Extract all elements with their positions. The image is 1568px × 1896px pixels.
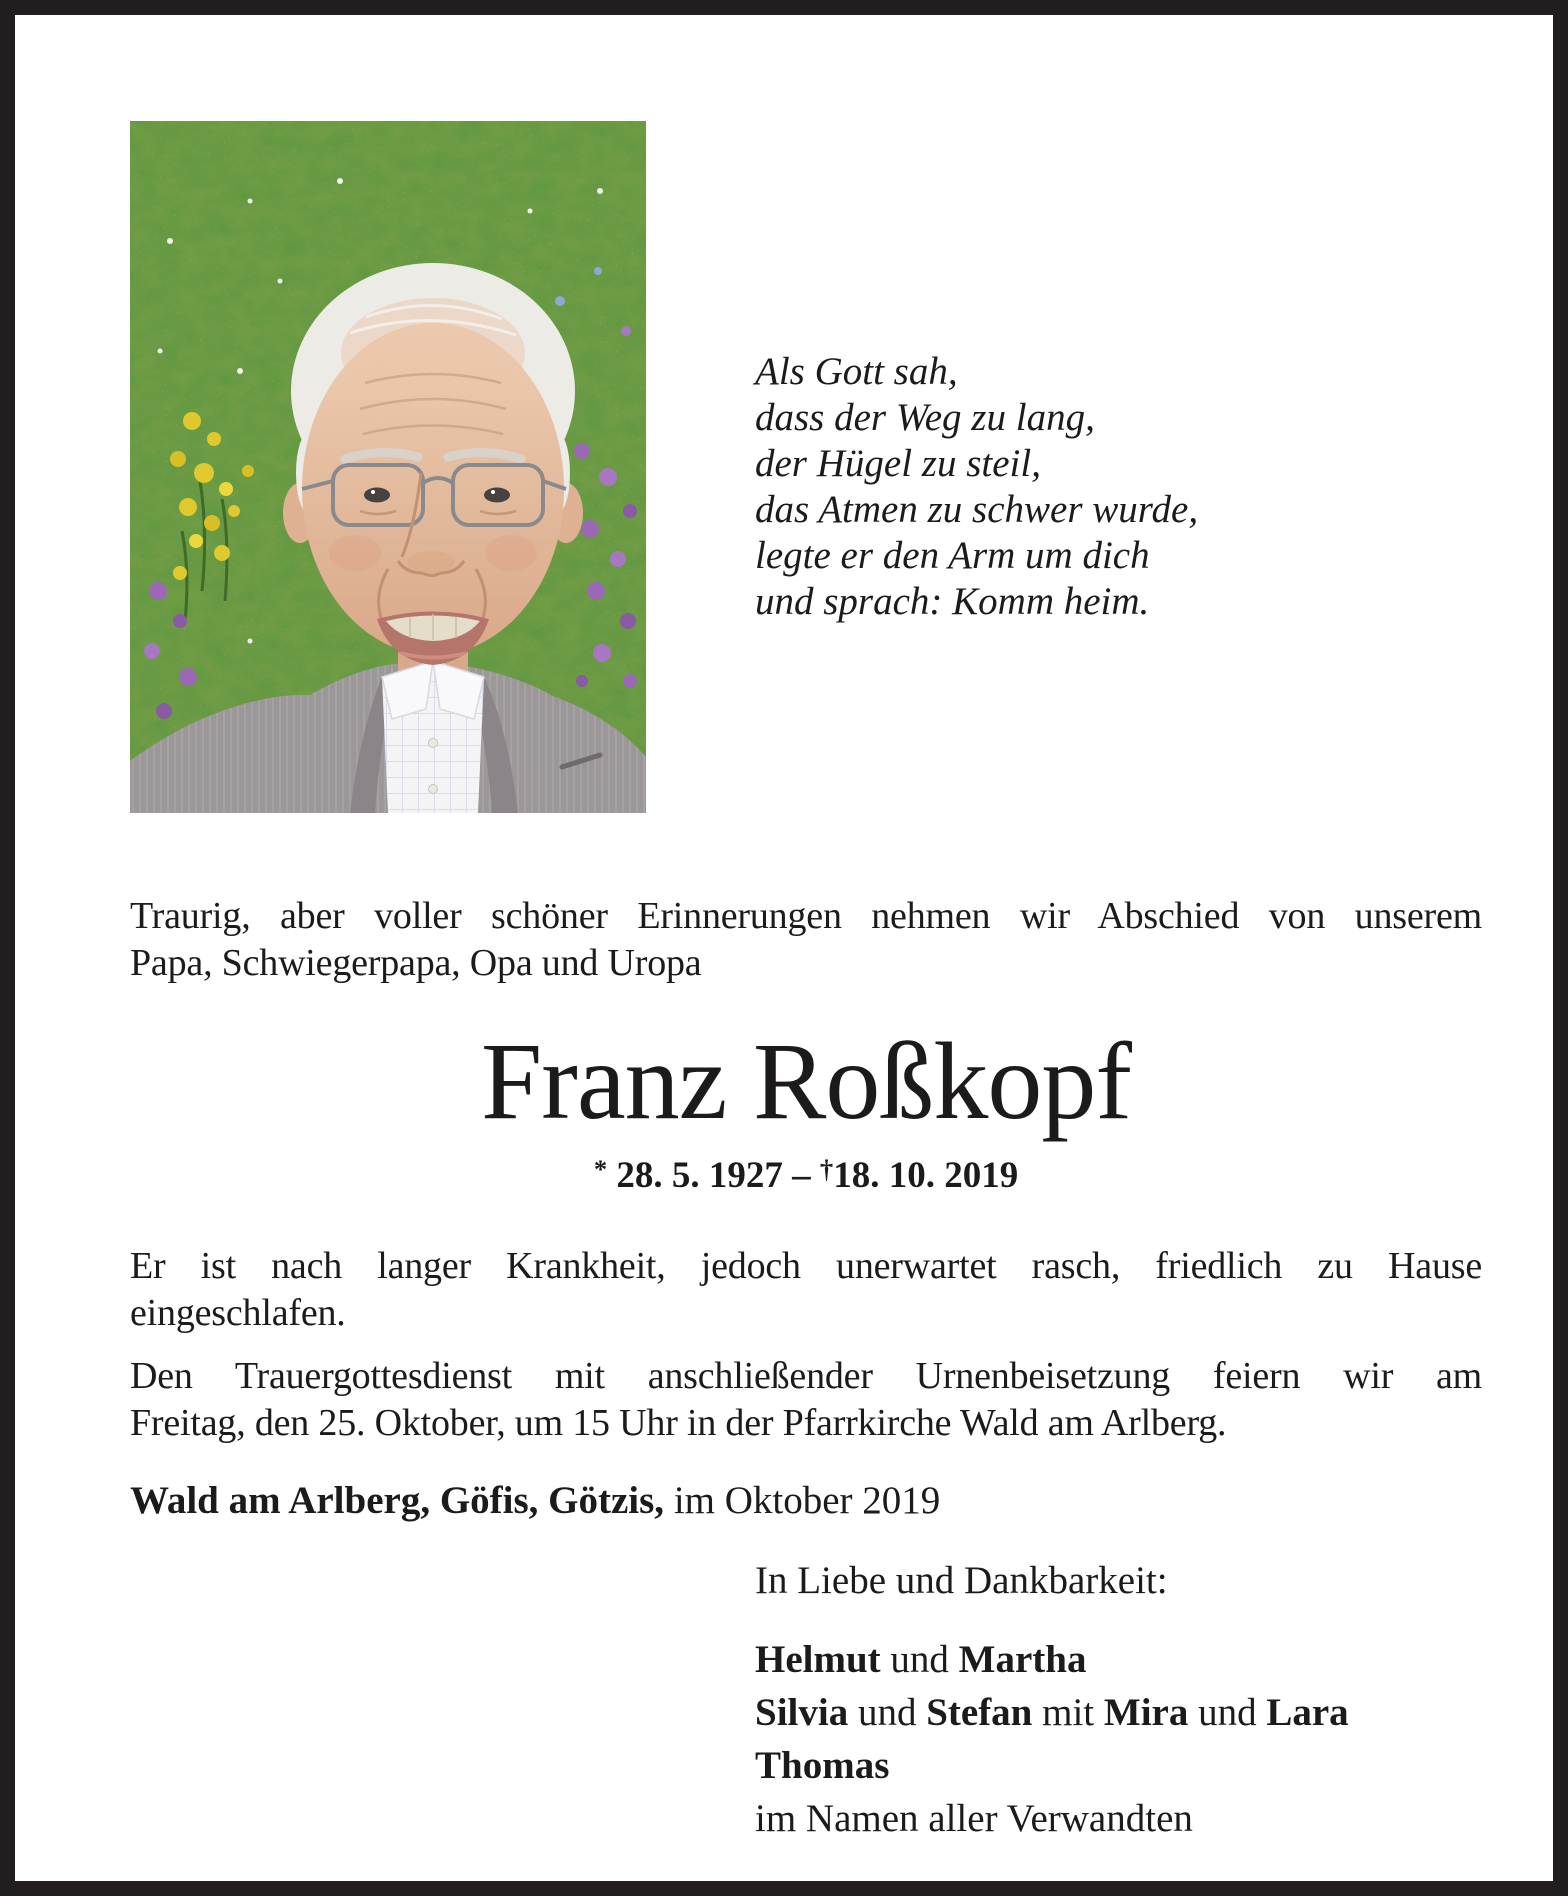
- poem-line: der Hügel zu steil,: [755, 442, 1041, 485]
- intro-text: [130, 893, 1482, 987]
- birth-date: 28. 5. 1927: [616, 1154, 783, 1196]
- mourner-line: [755, 1633, 1482, 1686]
- intro-line: Traurig, aber voller schöner Erinnerungen nehmen wir Abschied von unserem: [130, 895, 1482, 937]
- checked-shirt: [382, 661, 484, 813]
- connector: und: [848, 1690, 927, 1734]
- death-date: 18. 10. 2019: [833, 1154, 1019, 1196]
- paragraph-line: Freitag, den 25. Oktober, um 15 Uhr in der Pfarrkirche Wald am Arlberg.: [130, 1401, 1227, 1444]
- mourner-name: Helmut: [755, 1637, 881, 1681]
- mourner-line: [755, 1686, 1482, 1739]
- mourner-name: Mira: [1103, 1690, 1189, 1734]
- poem-line: und sprach: Komm heim.: [755, 580, 1150, 623]
- announcement-paragraph: [130, 1243, 1482, 1337]
- mourner-name: Martha: [958, 1637, 1087, 1681]
- birth-symbol: *: [593, 1154, 608, 1184]
- portrait-photo: [130, 121, 646, 813]
- closing-block: [755, 1557, 1482, 1845]
- place-names: Wald am Arlberg, Göfis, Götzis,: [130, 1478, 665, 1522]
- mourner-line: [755, 1739, 1482, 1792]
- final-line: im Namen aller Verwandten: [755, 1796, 1193, 1840]
- poem-line: legte er den Arm um dich: [755, 534, 1150, 577]
- balding-scalp: [341, 298, 525, 408]
- notice-text: [130, 893, 1482, 1845]
- death-symbol: †: [819, 1154, 834, 1184]
- connector: und: [880, 1637, 959, 1681]
- mourner-name: Thomas: [755, 1743, 890, 1787]
- paragraph-line: Den Trauergottesdienst mit anschließender Urnenbeisetzung feiern wir am: [130, 1354, 1482, 1397]
- connector: und: [1188, 1690, 1267, 1734]
- notice-date: im Oktober 2019: [673, 1478, 941, 1522]
- portrait-illustration: [130, 121, 646, 813]
- date-separator: –: [792, 1154, 811, 1196]
- poem-line: Als Gott sah,: [755, 350, 958, 393]
- service-paragraph: [130, 1353, 1482, 1447]
- mourner-name: Silvia: [755, 1690, 849, 1734]
- mourner-name: Stefan: [926, 1690, 1033, 1734]
- closing-salutation: In Liebe und Dankbarkeit:: [755, 1558, 1168, 1602]
- life-dates: [130, 1146, 1482, 1199]
- connector: mit: [1032, 1690, 1104, 1734]
- poem: [755, 349, 1198, 625]
- mourner-name: Lara: [1266, 1690, 1349, 1734]
- paragraph-line: eingeschlafen.: [130, 1291, 346, 1334]
- poem-line: das Atmen zu schwer wurde,: [755, 488, 1199, 531]
- place-date-line: [130, 1477, 1482, 1525]
- mourners-list: [755, 1633, 1482, 1845]
- mourner-line: [755, 1792, 1482, 1845]
- intro-line: Papa, Schwiegerpapa, Opa und Uropa: [130, 942, 702, 984]
- paragraph-line: Er ist nach langer Krankheit, jedoch unerwartet rasch, friedlich zu Hause: [130, 1244, 1482, 1287]
- poem-line: dass der Weg zu lang,: [755, 396, 1095, 439]
- deceased-name: Franz Roßkopf: [481, 1020, 1131, 1142]
